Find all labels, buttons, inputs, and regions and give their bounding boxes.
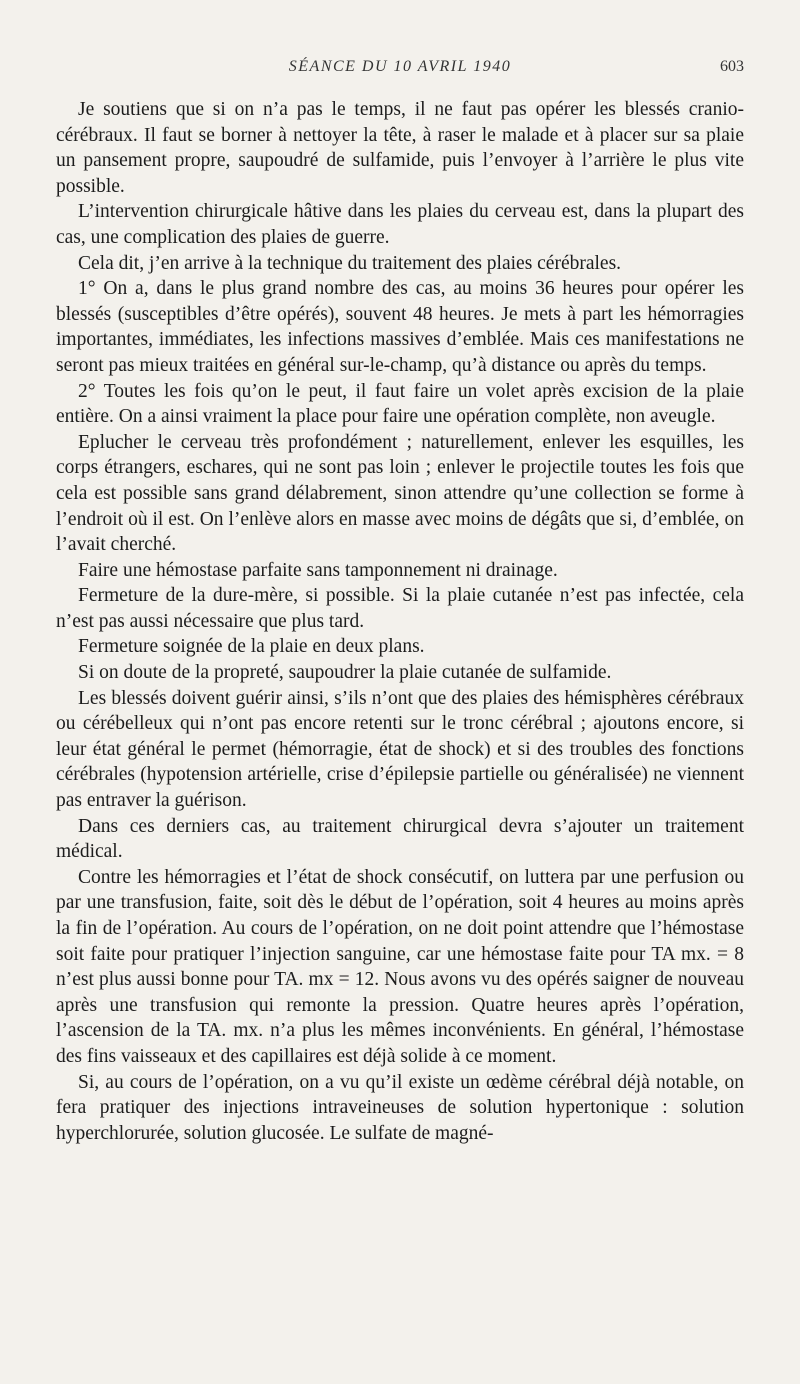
paragraph: Contre les hémorragies et l’état de shock consécutif, on luttera par une perfusion ou par une transfusion, faite, soit dès le début de l’opération, soit 4 heures au moins après la fin de l’opération. Au cours de l’opération, on ne doit point attendre que l’hémostase soit faite pour pratiquer l’injection sanguine, car une hémostase faite pour TA mx. = 8 n’est plus aussi bonne pour TA. mx = 12. Nous avons vu des opérés saigner de nouveau après une transfusion qui remonte la pression. Quatre heures après l’opération, l’ascension de la TA. mx. n’a plus les mêmes inconvénients. En général, l’hémostase des fins vaisseaux et des capillaires est déjà solide à ce moment. xyxy=(56,866,744,1067)
paragraph: Les blessés doivent guérir ainsi, s’ils n’ont que des plaies des hémisphères cérébraux ou cérébelleux qui n’ont pas encore retenti sur le tronc cérébral ; ajoutons encore, si leur état général le permet (hémorragie, état de shock) et si des troubles des fonctions cérébrales (hypotension artérielle, crise d’épilepsie partielle ou généralisée) ne viennent pas entraver la guérison. xyxy=(56,687,744,812)
paragraph: Eplucher le cerveau très profondément ; naturellement, enlever les esquilles, les corps étrangers, eschares, qui ne sont pas loin ; enlever le projectile toutes les fois que cela est possible sans grand délabrement, sinon attendre qu’une collection se forme à l’endroit où il est. On l’enlève alors en masse avec moins de dégâts que si, d’emblée, on l’avait cherché. xyxy=(56,431,744,556)
paragraph: Cela dit, j’en arrive à la technique du traitement des plaies cérébrales. xyxy=(78,252,622,274)
running-title: SÉANCE DU 10 AVRIL 1940 xyxy=(288,58,512,75)
paragraph: L’intervention chirurgicale hâtive dans les plaies du cerveau est, dans la plupart des cas, une complication des plaies de guerre. xyxy=(56,201,744,248)
paragraph: Si, au cours de l’opération, on a vu qu’il existe un œdème cérébral déjà notable, on fera pratiquer des injections intraveineuses de solution hypertonique : solution hyperchlorurée, solution glucosée. Le sulfate de magné- xyxy=(56,1071,744,1144)
paragraph: Je soutiens que si on n’a pas le temps, il ne faut pas opérer les blessés cranio-cérébraux. Il faut se borner à nettoyer la tête, à raser le malade et à placer sur sa plaie un pansement propre, saupoudré de sulfamide, puis l’envoyer à l’arrière le plus vite possible. xyxy=(56,99,744,197)
paragraph: 2° Toutes les fois qu’on le peut, il faut faire un volet après excision de la plaie entière. On a ainsi vraiment la place pour faire une opération complète, non aveugle. xyxy=(56,380,744,428)
running-header xyxy=(56,58,744,82)
body-text xyxy=(56,97,744,1146)
paragraph: 1° On a, dans le plus grand nombre des cas, au moins 36 heures pour opérer les blessés (susceptibles d’être opérés), souvent 48 heures. Je mets à part les hémorragies importantes, immédiates, les infections massives d’emblée. Mais ces manifestations ne seront pas mieux traitées en général sur-le-champ, qu’à distance ou après du temps. xyxy=(56,278,744,376)
paragraph: Faire une hémostase parfaite sans tamponnement ni drainage. xyxy=(78,559,558,581)
paragraph: Si on doute de la propreté, saupoudrer la plaie cutanée de sulfamide. xyxy=(78,662,612,684)
page-number: 603 xyxy=(720,58,744,75)
paragraph: Dans ces derniers cas, au traitement chirurgical devra s’ajouter un traitement médical. xyxy=(56,815,744,863)
paragraph: Fermeture soignée de la plaie en deux plans. xyxy=(78,636,425,658)
paragraph: Fermeture de la dure-mère, si possible. Si la plaie cutanée n’est pas infectée, cela n’est pas aussi nécessaire que plus tard. xyxy=(56,585,744,632)
